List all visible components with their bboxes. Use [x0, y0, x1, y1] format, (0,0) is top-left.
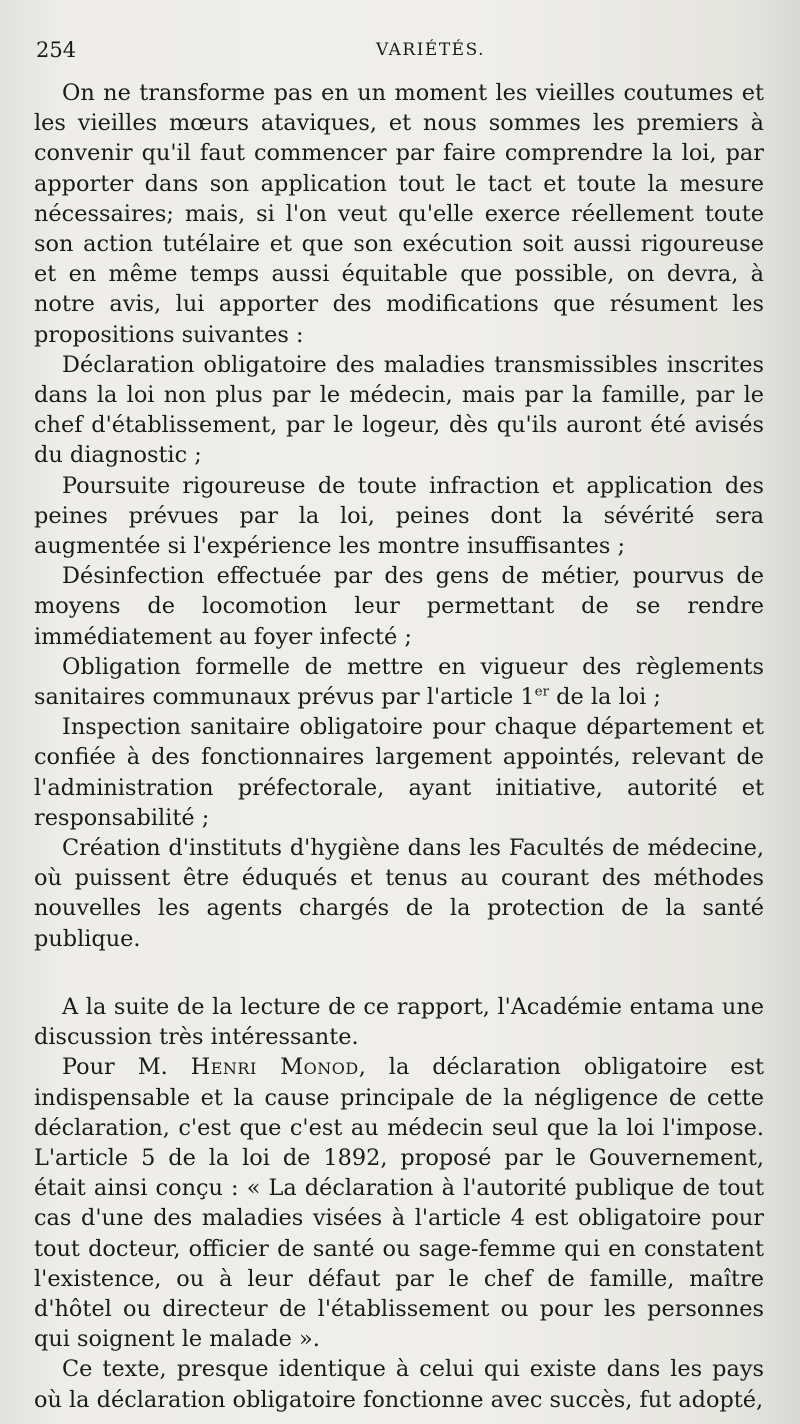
- monod-intro: Pour M.: [62, 1054, 191, 1081]
- proposal-inspection: Inspection sanitaire obligatoire pour chaque département et confiée à des fonctionnaires largement appointés, relevant de l'administration préfectorale, ayant initiative, autorité et responsabilité ;: [34, 714, 764, 831]
- paragraph-spacer: [34, 954, 764, 992]
- monod-text: , la déclaration obligatoire est indispensable et la cause principale de la négligence de cette déclaration, c'est que c'est au médecin seul que la loi l'impose. L'article 5 de la loi de 1892, proposé par le Gouvernement, était ainsi conçu : « La déclaration à l'autorité publique de tout cas d'une des maladies visées à l'article 4 est obligatoire pour tout docteur, officier de santé ou sage-femme qui en constatent l'existence, ou à leur défaut par le chef de famille, maître d'hôtel ou directeur de l'établissement ou pour les personnes qui soignent le malade ».: [34, 1054, 765, 1353]
- proposal-disinfection: Désinfection effectuée par des gens de métier, pourvus de moyens de locomotion leur permettant de se rendre immédiatement au foyer infecté ;: [34, 563, 764, 650]
- proposal-regulations-end: de la loi ;: [549, 684, 661, 711]
- page-number: 254: [36, 38, 77, 62]
- proposal-regulations: [34, 652, 764, 712]
- author-name: Henri Monod: [190, 1054, 359, 1081]
- page-header: [36, 38, 756, 68]
- paragraph-monod: [34, 1052, 764, 1354]
- proposal-prosecution: Poursuite rigoureuse de toute infraction et application des peines prévues par la loi, peines dont la sévérité sera augmentée si l'expérience les montre insuffisantes ;: [34, 472, 764, 560]
- paragraph-text-adopted: Ce texte, presque identique à celui qui existe dans les pays où la déclaration obligatoire fonctionne avec succès, fut adopté,: [34, 1356, 764, 1413]
- proposal-regulations-text: Obligation formelle de mettre en vigueur des règlements sanitaires communaux prévus par l'article 1: [34, 653, 764, 711]
- paragraph-intro: On ne transforme pas en un moment les vieilles coutumes et les vieilles mœurs ataviques, et nous sommes les premiers à convenir qu'il faut commencer par faire comprendre la loi, par apporter dans son application tout le tact et toute la mesure nécessaires; mais, si l'on veut qu'elle exerce réellement toute son action tutélaire et que son exécution soit aussi rigoureuse et en même temps aussi équitable que possible, on devra, à notre avis, lui apporter des modifications que résument les propositions suivantes :: [34, 80, 764, 348]
- proposal-institutes: Création d'instituts d'hygiène dans les Facultés de médecine, où puissent être éduqués et tenus au courant des méthodes nouvelles les agents chargés de la protection de la santé publique.: [34, 835, 764, 952]
- proposal-declaration: Déclaration obligatoire des maladies transmissibles inscrites dans la loi non plus par le médecin, mais par la famille, par le chef d'établissement, par le logeur, dès qu'ils auront été avisés du diagnostic ;: [34, 351, 764, 469]
- body-text: [34, 78, 764, 1415]
- running-head: VARIÉTÉS.: [376, 40, 486, 60]
- paragraph-discussion: A la suite de la lecture de ce rapport, l'Académie entama une discussion très intéressante.: [34, 993, 764, 1051]
- superscript-er: er: [534, 684, 550, 700]
